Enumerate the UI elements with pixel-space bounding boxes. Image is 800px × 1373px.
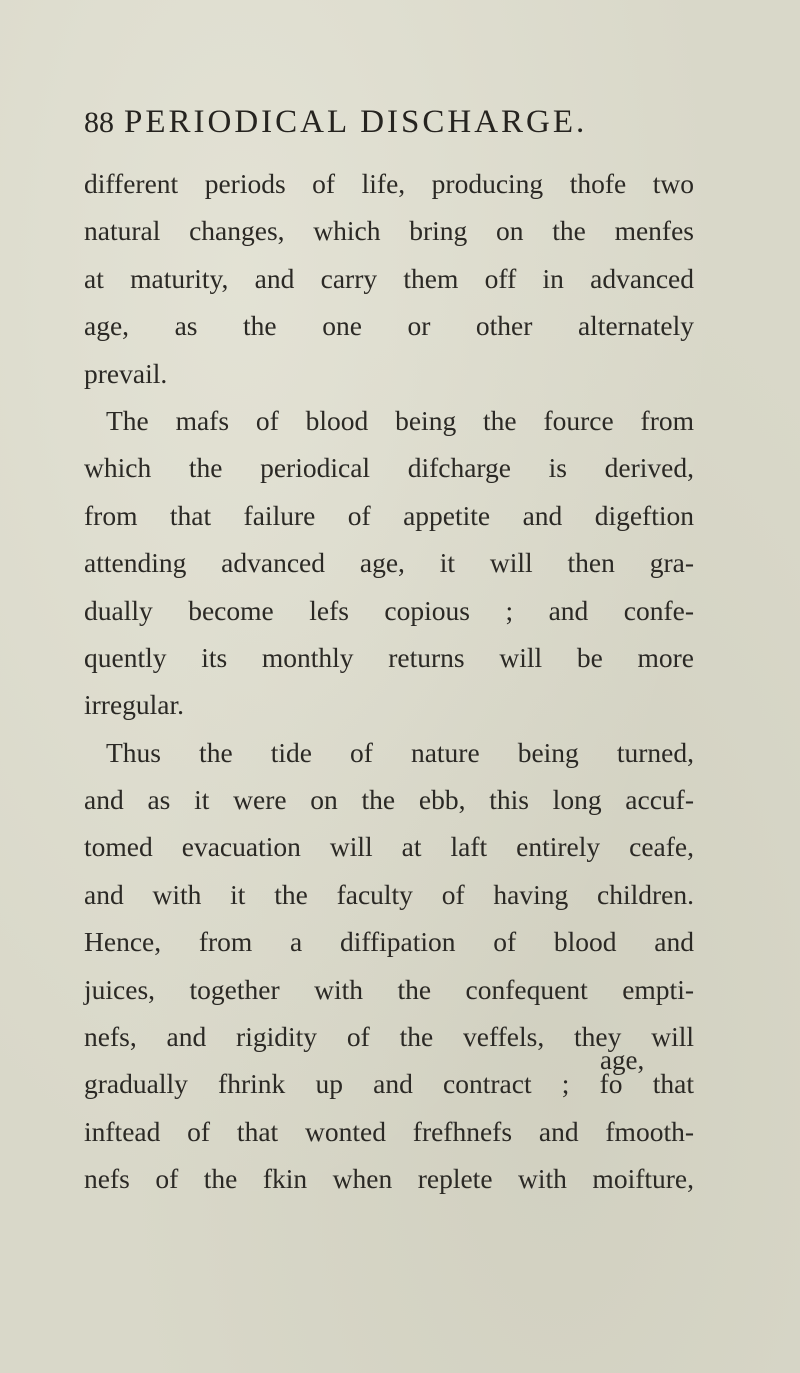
text-line: which the periodical difcharge is derived,: [84, 452, 694, 484]
text-line: gradually fhrink up and contract ; fo that: [84, 1068, 694, 1100]
text-line: different periods of life, producing thofe two: [84, 168, 694, 199]
text-line: natural changes, which bring on the menfes: [84, 215, 694, 247]
text-line: at maturity, and carry them off in advanced: [84, 262, 694, 294]
text-line: tomed evacuation will at laft entirely ceafe,: [84, 831, 694, 863]
text-line: quently its monthly returns will be more: [84, 641, 694, 673]
text-line: irregular.: [84, 689, 185, 721]
text-line: attending advanced age, it will then gra-: [84, 547, 694, 579]
text-line: inftead of that wonted frefhnefs and fmooth-: [84, 1115, 694, 1147]
page-title: PERIODICAL DISCHARGE.: [124, 104, 588, 140]
page-number: 88: [84, 106, 114, 139]
text-line: nefs, and rigidity of the veffels, they will: [84, 1021, 694, 1053]
text-line: juices, together with the confequent empti-: [84, 973, 694, 1005]
text-line: dually become lefs copious ; and confe-: [84, 594, 694, 626]
text-line: Thus the tide of nature being turned,: [106, 736, 694, 768]
text-line: The mafs of blood being the fource from: [106, 404, 694, 436]
text-line: Hence, from a diffipation of blood and: [84, 926, 694, 958]
catchword: age,: [600, 1045, 645, 1075]
running-head: [84, 100, 684, 144]
text-line: nefs of the fkin when replete with moifture,: [84, 1163, 694, 1195]
text-line: prevail.: [84, 357, 168, 389]
text-line: age, as the one or other alternately: [84, 310, 694, 342]
text-line: and as it were on the ebb, this long accuf-: [84, 784, 694, 816]
text-line: and with it the faculty of having children.: [84, 878, 694, 910]
text-line: from that failure of appetite and digeftion: [84, 499, 694, 531]
